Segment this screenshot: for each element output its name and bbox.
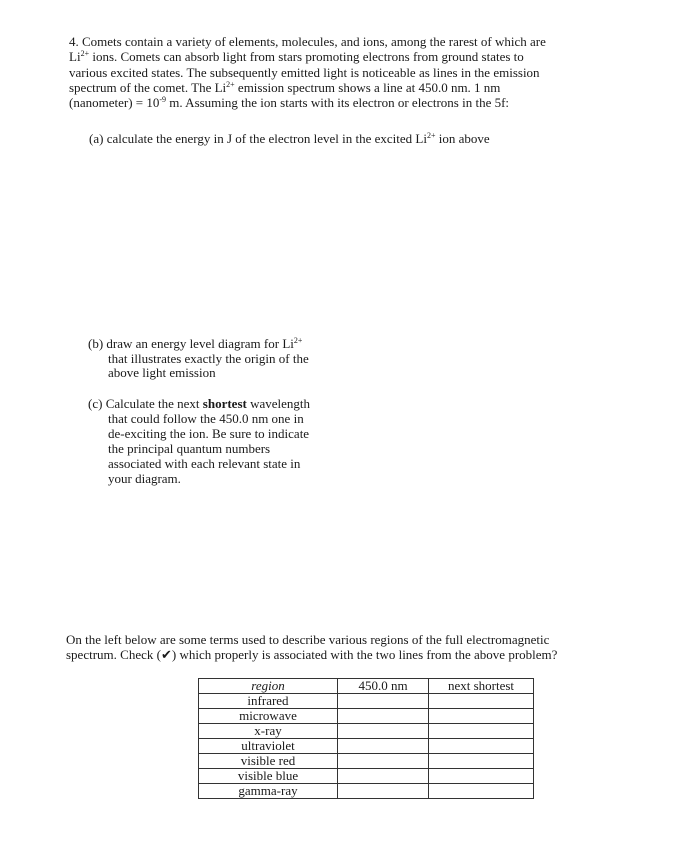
check-cell-450nm[interactable] <box>338 694 429 709</box>
region-cell: visible red <box>199 754 338 769</box>
part-b-question: (b) draw an energy level diagram for $Li^{2+}$ that illustrates exactly the origin of the above light emission <box>88 336 309 380</box>
check-cell-450nm[interactable] <box>338 739 429 754</box>
spectrum-check-instructions: On the left below are some terms used to describe various regions of the full electromagnetic spectrum. Check (✔) which properly is associated with the two lines from the above problem? <box>66 632 558 662</box>
intro-line: various excited states. The subsequently emitted light is noticeable as lines in the emission <box>69 64 540 80</box>
region-cell: ultraviolet <box>199 739 338 754</box>
table-row <box>199 754 534 769</box>
table-row <box>199 769 534 784</box>
spectrum-regions-table <box>198 678 534 799</box>
intro-line: 4. Comets contain a variety of elements, molecules, and ions, among the rarest of which are <box>69 34 546 49</box>
450nm-column-header: 450.0 nm <box>338 679 429 694</box>
check-cell-450nm[interactable] <box>338 709 429 724</box>
region-cell: x-ray <box>199 724 338 739</box>
region-column-header: region <box>199 679 338 694</box>
table-row <box>199 694 534 709</box>
intro-line: $Li^{2+}$ ions. Comets can absorb light from stars promoting electrons from ground states to <box>69 49 524 65</box>
part-c-question: (c) Calculate the next shortest wavelength that could follow the 450.0 nm one in de-exciting the ion. Be sure to indicate the principal quantum numbers associated with each relevant state in your diagram. <box>88 396 311 486</box>
part-b-label: (b) <box>88 336 104 351</box>
check-cell-450nm[interactable] <box>338 784 429 799</box>
check-cell-next-shortest[interactable] <box>429 769 534 784</box>
check-cell-next-shortest[interactable] <box>429 709 534 724</box>
check-cell-next-shortest[interactable] <box>429 754 534 769</box>
table-row <box>199 784 534 799</box>
table-row <box>199 709 534 724</box>
region-cell: infrared <box>199 694 338 709</box>
table-row <box>199 724 534 739</box>
part-c-label: (c) <box>88 396 103 411</box>
problem-intro <box>69 34 629 110</box>
region-cell: microwave <box>199 709 338 724</box>
next-shortest-column-header: next shortest <box>429 679 534 694</box>
intro-line: (nanometer) = $10^{-9}$ m. Assuming the ion starts with its electron or electrons in the 5f: <box>69 95 510 111</box>
problem-number: 4. <box>69 34 79 49</box>
check-cell-next-shortest[interactable] <box>429 784 534 799</box>
table-header-row <box>199 679 534 694</box>
intro-line: spectrum of the comet. The $Li^{2+}$ emission spectrum shows a line at 450.0 nm. 1 nm <box>69 79 501 95</box>
check-cell-next-shortest[interactable] <box>429 739 534 754</box>
check-cell-450nm[interactable] <box>338 724 429 739</box>
check-cell-450nm[interactable] <box>338 754 429 769</box>
check-cell-450nm[interactable] <box>338 769 429 784</box>
table-row <box>199 739 534 754</box>
region-cell: gamma-ray <box>199 784 338 799</box>
part-a-label: (a) <box>89 131 104 146</box>
part-a-question: (a) calculate the energy in J of the electron level in the excited $Li^{2+}$ ion above <box>89 131 490 146</box>
check-cell-next-shortest[interactable] <box>429 694 534 709</box>
check-mark-icon: ✔ <box>160 647 172 662</box>
check-cell-next-shortest[interactable] <box>429 724 534 739</box>
region-cell: visible blue <box>199 769 338 784</box>
